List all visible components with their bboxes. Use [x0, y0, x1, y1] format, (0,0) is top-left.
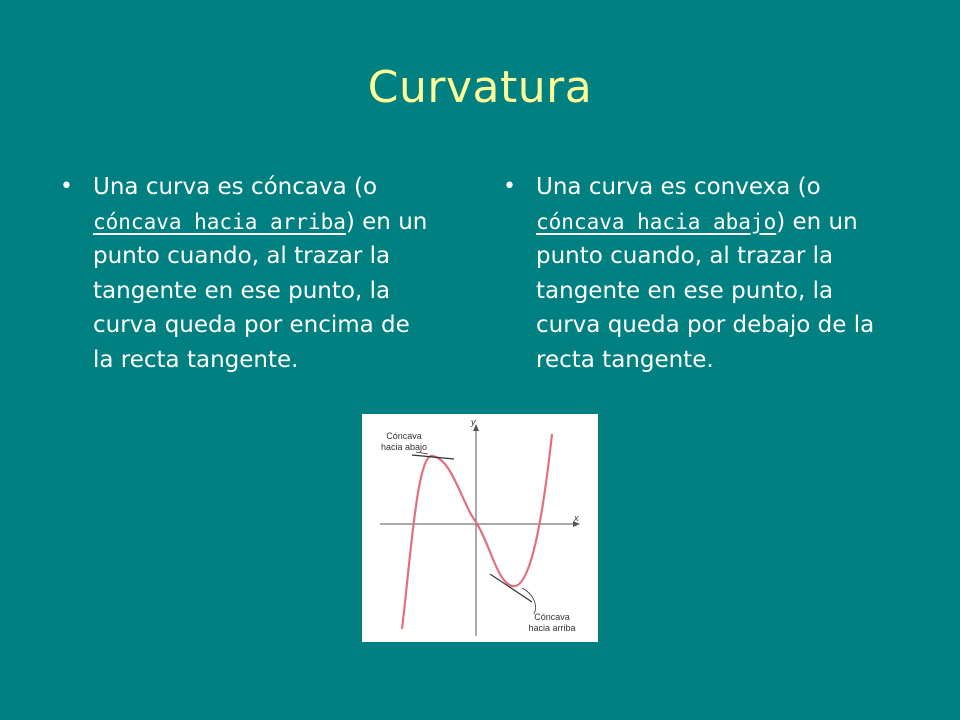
bullet: • — [503, 174, 516, 199]
label-concave-up-line2: hacia arriba — [528, 623, 576, 633]
convex-text-end: ) en un punto cuando, al trazar la tangente en ese punto, la curva queda por debajo de la recta tangente. — [536, 208, 875, 373]
label-concave-down-line1: Cóncava — [386, 431, 422, 441]
curvature-graph — [362, 414, 598, 642]
concave-down-term: cóncava hacia abajo — [536, 209, 777, 234]
concave-up-text-end: ) en un punto cuando, al trazar la tangente en ese punto, la curva queda por encima de la recta tangente. — [93, 208, 428, 373]
x-axis-label: x — [574, 513, 579, 523]
label-concave-up — [522, 612, 582, 634]
slide-title: Curvatura — [367, 62, 593, 113]
label-concave-down — [376, 431, 432, 453]
convex-text — [536, 170, 878, 377]
convex-text-start: Una curva es convexa (o — [536, 174, 821, 200]
concave-up-definition — [60, 170, 435, 377]
label-concave-up-line1: Cóncava — [534, 612, 570, 622]
leader-line-bottom — [522, 588, 536, 614]
concave-up-text — [93, 170, 435, 377]
concave-up-text-start: Una curva es cóncava (o — [93, 174, 378, 200]
tangent-line-bottom — [490, 574, 532, 602]
y-axis-label: y — [471, 417, 476, 427]
label-concave-down-line2: hacia abajo — [380, 442, 428, 452]
bullet: • — [60, 174, 73, 199]
concave-up-term: cóncava hacia arriba — [93, 209, 346, 234]
convex-definition — [503, 170, 878, 377]
